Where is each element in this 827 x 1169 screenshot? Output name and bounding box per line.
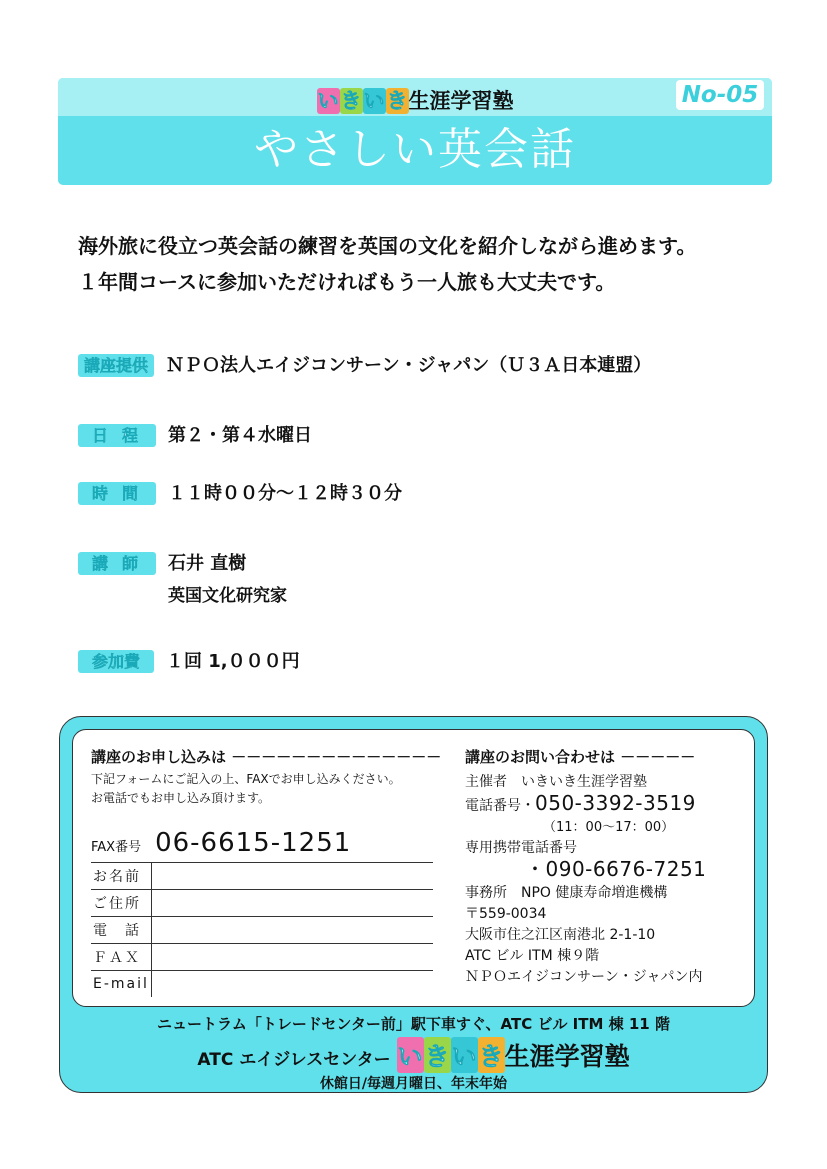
form-field-label: ご住所 <box>91 890 152 917</box>
form-row <box>91 863 433 890</box>
form-row <box>91 917 433 944</box>
detail-value: ＮＰＯ法人エイジコンサーン・ジャパン（Ｕ３Ａ日本連盟） <box>166 355 652 376</box>
name-field[interactable] <box>152 863 434 890</box>
closed-days: 休館日/毎週月曜日、年末年始 <box>319 1076 508 1092</box>
phone-line <box>465 793 751 817</box>
detail-label: 参加費 <box>78 650 154 673</box>
application-form <box>91 863 433 997</box>
detail-label: 時間 <box>78 482 156 505</box>
footer-brand-suffix: 生涯学習塾 <box>504 1042 630 1071</box>
issue-number: No-05 <box>676 80 764 110</box>
fax-field[interactable] <box>152 944 434 971</box>
application-heading: 講座のお申し込みは －－－－－－－－－－－－－－ <box>91 748 442 766</box>
address-line: ＮＰＯエイジコンサーン・ジャパン内 <box>465 969 703 985</box>
organizer: 主催者 いきいき生涯学習塾 <box>465 774 647 790</box>
brand-char: い <box>397 1037 424 1073</box>
detail-label: 日程 <box>78 424 156 447</box>
access-info: ニュートラム「トレードセンター前」駅下車すぐ、ATC ビル ITM 棟 11 階 <box>157 1015 670 1033</box>
page-title: やさしい英会話 <box>254 124 576 175</box>
fax-line <box>91 828 433 863</box>
intro-line: １年間コースに参加いただければもう一人旅も大丈夫です。 <box>78 270 616 294</box>
inquiry-heading: 講座のお問い合わせは －－－－－ <box>465 748 696 766</box>
brand-char: い <box>363 89 385 113</box>
note-line: 下記フォームにご記入の上、FAXでお申し込みください。 <box>91 772 401 786</box>
form-field-label: E-mail <box>91 971 152 998</box>
detail-instructor <box>78 552 287 608</box>
brand-line <box>58 88 772 114</box>
note-line: お電話でもお申し込み頂けます。 <box>91 791 271 805</box>
brand-char: い <box>451 1037 478 1073</box>
detail-provider <box>78 354 651 378</box>
brand-char: き <box>386 89 408 113</box>
form-row <box>91 971 433 998</box>
address-line: 大阪市住之江区南港北 2-1-10 <box>465 927 656 943</box>
instructor-name: 石井 直樹 <box>168 553 247 574</box>
brand-char: き <box>340 89 362 113</box>
detail-schedule <box>78 424 312 448</box>
center-label: ATC エイジレスセンター <box>197 1050 391 1070</box>
phone-hours: （11：00～17：00） <box>543 820 675 835</box>
intro-text <box>78 228 778 300</box>
address-field[interactable] <box>152 890 434 917</box>
detail-value: １回 1,０００円 <box>166 651 300 672</box>
phone-field[interactable] <box>152 917 434 944</box>
detail-time <box>78 482 402 506</box>
instructor-title: 英国文化研究家 <box>168 586 287 606</box>
detail-fee <box>78 650 300 674</box>
phone-number: 050-3392-3519 <box>535 791 696 815</box>
form-field-label: 電 話 <box>91 917 152 944</box>
center-name <box>60 1037 767 1073</box>
postal-code: 〒559-0034 <box>465 906 547 922</box>
footer-brand-logo <box>397 1042 505 1071</box>
form-row <box>91 944 433 971</box>
footer-box <box>59 716 768 1093</box>
mobile-number: ・090-6676-7251 <box>525 857 707 881</box>
email-field[interactable] <box>152 971 434 998</box>
application-section <box>91 746 443 997</box>
detail-value <box>168 552 287 608</box>
detail-value: 第２・第４水曜日 <box>168 425 312 446</box>
brand-char: い <box>317 89 339 113</box>
mobile-line <box>465 859 751 883</box>
header-banner <box>58 78 772 185</box>
detail-label: 講師 <box>78 552 156 575</box>
brand-char: き <box>478 1037 505 1073</box>
application-note <box>91 770 443 808</box>
inquiry-section <box>465 746 751 988</box>
brand-logo <box>317 89 409 113</box>
fax-label: FAX番号 <box>91 840 142 855</box>
detail-label: 講座提供 <box>78 354 154 377</box>
mobile-label: 専用携帯電話番号 <box>465 840 577 856</box>
form-field-label: お名前 <box>91 863 152 890</box>
contact-panel <box>72 729 755 1007</box>
form-field-label: ＦＡＸ <box>91 944 152 971</box>
intro-line: 海外旅に役立つ英会話の練習を英国の文化を紹介しながら進めます。 <box>78 234 697 258</box>
office: 事務所 NPO 健康寿命増進機構 <box>465 885 668 901</box>
form-row <box>91 890 433 917</box>
brand-char: き <box>424 1037 451 1073</box>
phone-label: 電話番号・ <box>465 798 535 814</box>
fax-number: 06-6615-1251 <box>155 828 352 858</box>
address-line: ATC ビル ITM 棟９階 <box>465 948 600 964</box>
brand-suffix: 生涯学習塾 <box>408 89 514 113</box>
detail-value: １１時００分～１２時３０分 <box>168 483 402 504</box>
